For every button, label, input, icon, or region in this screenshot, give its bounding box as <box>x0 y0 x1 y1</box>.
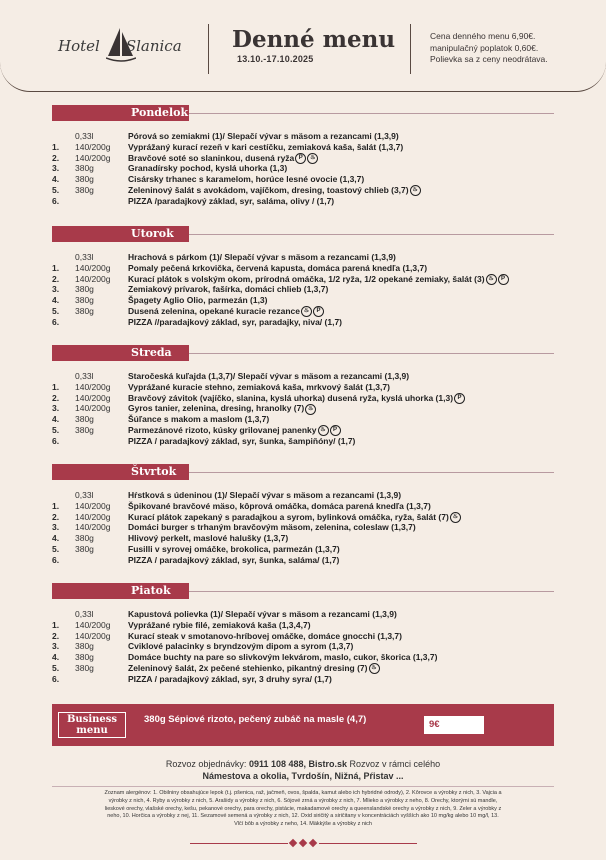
item-number: 3. <box>52 641 60 652</box>
item-quantity: 140/200g <box>75 273 111 284</box>
item-dish <box>128 153 318 164</box>
item-number: 1. <box>52 141 60 152</box>
pork-icon: P <box>330 425 341 436</box>
item-number: 4. <box>52 533 60 544</box>
item-dish <box>128 284 328 294</box>
price-info-line: Cena denného menu 6,90€. <box>430 31 536 41</box>
item-number: 6. <box>52 435 60 446</box>
divider <box>410 24 411 74</box>
item-number: 6. <box>52 673 60 684</box>
item-number: 4. <box>52 652 60 663</box>
item-dish <box>128 414 269 424</box>
item-number: 2. <box>52 630 60 641</box>
item-text: Staročeská kuľajda (1,3,7)/ Slepačí vývar s mäsom a rezancami (1,3,9) <box>128 371 410 381</box>
menu-item <box>0 317 606 329</box>
day-name: Štvrtok <box>131 465 177 478</box>
business-menu-label <box>58 712 126 738</box>
delivery-info <box>0 758 606 782</box>
menu-item <box>0 555 606 567</box>
item-number: 2. <box>52 392 60 403</box>
item-quantity: 140/200g <box>75 152 111 163</box>
day-divider <box>189 113 554 114</box>
day-header <box>52 226 189 242</box>
item-number: 4. <box>52 414 60 425</box>
item-text: PIZZA /paradajkový základ, syr, saláma, olivy / (1,7) <box>128 195 335 206</box>
page-title: Denné menu <box>232 26 396 53</box>
item-dish <box>128 555 339 565</box>
item-number: 1. <box>52 262 60 273</box>
item-quantity: 140/200g <box>75 381 111 392</box>
logo-text <box>58 37 182 55</box>
item-quantity: 0,33l <box>75 371 94 381</box>
item-text: Dusená zelenina, opekané kuracie rezance <box>128 306 300 316</box>
item-text: Zeleninový šalát s avokádom, vajíčkom, dresing, toastový chlieb (3,7) <box>128 185 409 195</box>
item-dish <box>128 512 461 523</box>
item-dish <box>128 185 421 196</box>
item-text: Parmezánové rizoto, kúsky grilovanej panenky <box>128 425 317 435</box>
item-dish <box>128 263 427 273</box>
pork-icon: P <box>295 153 306 164</box>
item-quantity: 380g <box>75 652 94 663</box>
item-number: 3. <box>52 284 60 295</box>
item-number: 5. <box>52 185 60 195</box>
item-number: 5. <box>52 544 60 554</box>
business-menu <box>52 704 554 746</box>
logo-word-slanica: Slanica <box>125 37 182 55</box>
business-label-line: menu <box>76 725 108 736</box>
item-text: Hŕstková s údeninou (1)/ Slepačí vývar s mäsom a rezancami (1,3,9) <box>128 490 402 500</box>
item-number: 1. <box>52 500 60 511</box>
item-dish <box>128 371 409 381</box>
item-dish <box>128 382 390 392</box>
item-quantity: 140/200g <box>75 262 111 273</box>
price-info-line: manipulačný poplatok 0,60€. <box>430 42 539 53</box>
day-header <box>52 345 189 361</box>
item-dish <box>128 533 288 543</box>
pork-icon: P <box>454 393 465 404</box>
menu-item <box>0 674 606 686</box>
item-text: Šúľance s makom a maslom (1,3,7) <box>128 414 270 425</box>
item-dish <box>128 641 353 651</box>
item-dish <box>128 609 397 619</box>
day-name: Pondelok <box>131 106 189 119</box>
item-dish <box>128 436 355 446</box>
item-dish <box>128 522 416 532</box>
spicy-icon: ♨ <box>369 663 380 674</box>
item-quantity: 140/200g <box>75 619 111 630</box>
item-text: Fusilli v syrovej omáčke, brokolica, parmezán (1,3,7) <box>128 544 340 554</box>
item-text: Kurací plátok zapekaný s paradajkou a syrom, bylinková omáčka, ryža, šalát (7) <box>128 511 449 522</box>
item-text: Pomaly pečená krkovička, červená kapusta, domáca parená knedľa (1,3,7) <box>128 262 428 273</box>
item-dish <box>128 620 311 630</box>
item-number: 3. <box>52 163 60 174</box>
item-dish <box>128 163 287 173</box>
day-divider <box>189 472 554 473</box>
business-price: 9€ <box>424 716 484 734</box>
divider <box>52 786 554 787</box>
pork-icon: P <box>498 274 509 285</box>
day-name: Streda <box>131 346 172 359</box>
spicy-icon: ♨ <box>307 153 318 164</box>
item-quantity: 0,33l <box>75 252 94 262</box>
item-quantity: 140/200g <box>75 392 111 403</box>
item-text: Vyprážaný kurací rezeň v kari cestíčku, zemiaková kaša, šalát (1,3,7) <box>128 141 404 152</box>
item-text: PIZZA //paradajkový základ, syr, paradajky, niva/ (1,7) <box>128 316 343 327</box>
allergen-list: Zoznam alergénov: 1. Obilniny obsahujúce lepok (t.j. pšenica, raž, jačmeň, ovos, špalda, kamut alebo ich hybridné odrody), 2. Kôrovce a výrobky z nich, 3. Vajcia a výrobky z nich, 4. Ryby a výrobky z nich, 5. Arašidy a výrobky z nich, 6. Sójové zrná a výrobky z nich, 7. Mlieko a výrobky z neho, 8. Orechy, ktorými sú mandle, lieskové orechy, vlašské orechy, kešu, pekanové orechy, para orechy, pistácie, makadamové orechy a queenslandské orechy a výrobky z nich, 9. Zeler a výrobky z neho, 10. Horčica a výrobky z nej, 11. Sezamové semená a výrobky z nich, 12. Oxid siričitý a siričitany v koncentráciách vyšších ako 10 mg/kg alebo 10 mg/l, 13. Vlčí bôb a výrobky z neho, 14. Mäkkýše a výrobky z nich <box>104 790 502 828</box>
item-quantity: 140/200g <box>75 511 111 522</box>
item-text: PIZZA / paradajkový základ, syr, šunka, saláma/ (1,7) <box>128 554 340 565</box>
item-text: Špikované bravčové mäso, kôprová omáčka, domáca parená knedľa (1,3,7) <box>128 500 431 511</box>
item-text: Bravčové soté so slaninkou, dusená ryža <box>128 152 295 163</box>
item-quantity: 380g <box>75 663 94 673</box>
hotel-logo <box>58 34 188 64</box>
footer-ornament <box>190 843 288 844</box>
day-name: Utorok <box>131 227 174 240</box>
pork-icon: P <box>313 306 324 317</box>
item-text: Bravčový závitok (vajíčko, slanina, kyslá uhorka) dusená ryža, kyslá uhorka (1,3) <box>128 392 454 403</box>
item-dish <box>128 425 341 436</box>
day-header <box>52 105 189 121</box>
item-text: Hrachová s párkom (1)/ Slepačí vývar s mäsom a rezancami (1,3,9) <box>128 252 396 262</box>
price-info-line: Polievka sa z ceny neodrátava. <box>430 54 548 64</box>
item-quantity: 140/200g <box>75 403 111 414</box>
item-quantity: 380g <box>75 306 94 316</box>
menu-item <box>0 196 606 208</box>
header <box>0 0 606 92</box>
item-dish <box>128 274 509 285</box>
footer-ornament <box>289 839 297 847</box>
item-number: 4. <box>52 295 60 306</box>
footer-ornament <box>319 843 417 844</box>
item-dish <box>128 142 403 152</box>
delivery-phone[interactable]: 0911 108 488, Bistro.sk <box>248 759 348 769</box>
delivery-prefix: Rozvoz objednávky: <box>165 759 247 769</box>
item-text: Domáce buchty na pare so slivkovým lekvárom, maslo, cukor, škorica (1,3,7) <box>128 652 438 663</box>
item-quantity: 0,33l <box>75 131 94 141</box>
item-quantity: 380g <box>75 295 94 306</box>
menu-dates: 13.10.-17.10.2025 <box>237 54 314 64</box>
day-divider <box>189 353 554 354</box>
footer-ornament <box>309 839 317 847</box>
item-dish <box>128 306 324 317</box>
item-dish <box>128 196 334 206</box>
item-number: 2. <box>52 511 60 522</box>
item-quantity: 380g <box>75 174 94 185</box>
item-number: 5. <box>52 306 60 316</box>
item-number: 1. <box>52 381 60 392</box>
item-number: 2. <box>52 273 60 284</box>
spicy-icon: ♨ <box>450 512 461 523</box>
delivery-area: Námestova a okolia, Tvrdošín, Nižná, Pŕistav ... <box>202 771 404 781</box>
item-quantity: 380g <box>75 533 94 544</box>
item-number: 4. <box>52 174 60 185</box>
item-text: Zemiakový prívarok, fašírka, domáci chlieb (1,3,7) <box>128 284 329 295</box>
item-quantity: 380g <box>75 163 94 174</box>
item-quantity: 380g <box>75 641 94 652</box>
item-number: 2. <box>52 152 60 163</box>
item-dish <box>128 295 268 305</box>
item-number: 5. <box>52 425 60 435</box>
item-text: Cisársky trhanec s karamelom, horúce lesné ovocie (1,3,7) <box>128 174 365 185</box>
item-dish <box>128 544 340 554</box>
item-quantity: 0,33l <box>75 490 94 500</box>
item-text: Špagety Aglio Olio, parmezán (1,3) <box>128 295 268 306</box>
item-text: Kurací steak v smotanovo-hríbovej omáčke, domáce gnocchi (1,3,7) <box>128 630 402 641</box>
spicy-icon: ♨ <box>486 274 497 285</box>
item-number: 6. <box>52 316 60 327</box>
item-text: Domáci burger s trhaným bravčovým mäsom, zelenina, coleslaw (1,3,7) <box>128 522 416 533</box>
spicy-icon: ♨ <box>305 404 316 415</box>
day-divider <box>189 591 554 592</box>
item-number: 6. <box>52 195 60 206</box>
item-quantity: 140/200g <box>75 141 111 152</box>
item-dish <box>128 674 332 684</box>
item-text: PIZZA / paradajkový základ, syr, šunka, šampiňóny/ (1,7) <box>128 435 356 446</box>
item-number: 3. <box>52 522 60 533</box>
item-text: Kapustová polievka (1)/ Slepačí vývar s mäsom a rezancami (1,3,9) <box>128 609 397 619</box>
item-quantity: 380g <box>75 284 94 295</box>
item-dish <box>128 252 396 262</box>
business-dish: 380g Sépiové rizoto, pečený zubáč na masle (4,7) <box>144 714 367 725</box>
business-label-line: Business <box>66 714 118 725</box>
item-text: Kurací plátok s volským okom, prírodná omáčka, 1/2 ryža, 1/2 opekané zemiaky, šalát (3) <box>128 273 485 284</box>
item-dish <box>128 403 316 414</box>
footer-ornament <box>299 839 307 847</box>
item-number: 6. <box>52 554 60 565</box>
day-header <box>52 464 189 480</box>
logo-word-hotel: Hotel <box>58 37 100 55</box>
item-text: Hlivový perkelt, maslové halušky (1,3,7) <box>128 533 289 544</box>
delivery-suffix: Rozvoz v rámci celého <box>349 759 441 769</box>
day-divider <box>189 234 554 235</box>
item-text: PIZZA / paradajkový základ, syr, 3 druhy syra/ (1,7) <box>128 673 332 684</box>
menu-item <box>0 436 606 448</box>
item-number: 5. <box>52 663 60 673</box>
item-quantity: 380g <box>75 414 94 425</box>
item-quantity: 380g <box>75 544 94 554</box>
item-text: Vyprážané kuracie stehno, zemiaková kaša, mrkvový šalát (1,3,7) <box>128 381 390 392</box>
spicy-icon: ♨ <box>318 425 329 436</box>
item-quantity: 0,33l <box>75 609 94 619</box>
spicy-icon: ♨ <box>410 185 421 196</box>
item-text: Gyros tanier, zelenina, dresing, hranolky (7) <box>128 403 305 414</box>
item-number: 1. <box>52 619 60 630</box>
item-dish <box>128 663 380 674</box>
item-text: Vyprážané rybie filé, zemiaková kaša (1,3,4,7) <box>128 619 311 630</box>
item-dish <box>128 317 342 327</box>
item-dish <box>128 490 401 500</box>
day-header <box>52 583 189 599</box>
item-text: Granadírsky pochod, kyslá uhorka (1,3) <box>128 163 288 174</box>
item-dish <box>128 393 465 404</box>
item-dish <box>128 131 399 141</box>
item-text: Zeleninový šalát, 2x pečené stehienko, pikantný dresing (7) <box>128 663 368 673</box>
item-number: 3. <box>52 403 60 414</box>
item-dish <box>128 631 402 641</box>
day-name: Piatok <box>131 584 171 597</box>
item-quantity: 380g <box>75 425 94 435</box>
item-text: Pórová so zemiakmi (1)/ Slepačí vývar s mäsom a rezancami (1,3,9) <box>128 131 399 141</box>
divider <box>208 24 209 74</box>
price-info <box>430 31 548 66</box>
item-dish <box>128 652 437 662</box>
spicy-icon: ♨ <box>301 306 312 317</box>
item-quantity: 380g <box>75 185 94 195</box>
item-dish <box>128 501 431 511</box>
item-quantity: 140/200g <box>75 522 111 533</box>
item-dish <box>128 174 364 184</box>
item-quantity: 140/200g <box>75 500 111 511</box>
item-text: Cviklové palacinky s bryndzovým dipom a syrom (1,3,7) <box>128 641 354 652</box>
item-quantity: 140/200g <box>75 630 111 641</box>
